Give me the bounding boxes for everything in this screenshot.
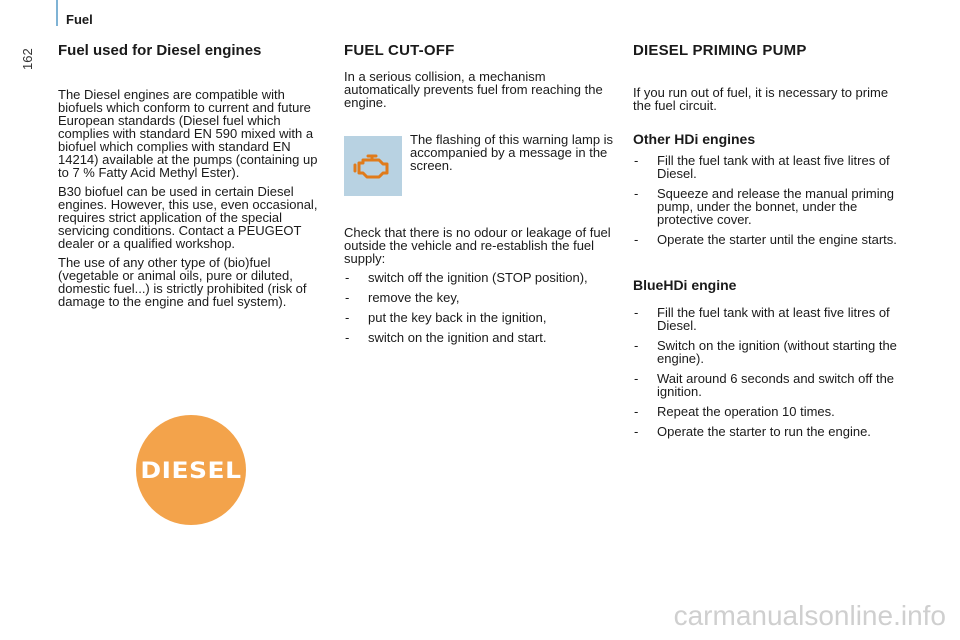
cutoff-steps-list xyxy=(344,271,616,344)
column-fuel-diesel xyxy=(58,42,330,314)
engine-warning-icon xyxy=(344,136,402,196)
hdi-steps-list xyxy=(633,154,905,246)
warning-lamp-text: The flashing of this warning lamp is accompanied by a message in the screen. xyxy=(410,132,614,173)
paragraph: The Diesel engines are compatible with biofuels which conform to current and future European standards (Diesel fuel which complies with standard EN 590 mixed with a biofuel which complies with standard EN 14214) available at the pumps (containing up to 7 % Fatty Acid Methyl Ester). xyxy=(58,87,318,180)
paragraph: The use of any other type of (bio)fuel (vegetable or animal oils, pure or diluted, domestic fuel...) is strictly prohibited (risk of damage to the engine and fuel system). xyxy=(58,255,307,309)
section-title: Fuel xyxy=(66,12,93,27)
paragraph: Check that there is no odour or leakage of fuel outside the vehicle and re-establish the fuel supply: xyxy=(344,225,611,266)
heading-bluehdi: BlueHDi engine xyxy=(633,277,737,293)
column-fuel-cutoff xyxy=(344,42,616,351)
diesel-badge-label: DIESEL xyxy=(140,456,242,484)
heading-fuel-cutoff: FUEL CUT-OFF xyxy=(344,42,455,59)
paragraph: If you run out of fuel, it is necessary to prime the fuel circuit. xyxy=(633,85,889,113)
diesel-badge xyxy=(136,415,246,525)
paragraph: In a serious collision, a mechanism automatically prevents fuel from reaching the engine. xyxy=(344,69,603,110)
list-item: - Fill the fuel tank with at least five litres of Diesel. xyxy=(634,153,890,181)
list-item: - switch off the ignition (STOP position), xyxy=(345,270,588,285)
list-item: - Switch on the ignition (without starting the engine). xyxy=(634,338,897,366)
list-item: - remove the key, xyxy=(345,290,460,305)
list-item: - Wait around 6 seconds and switch off the ignition. xyxy=(634,371,895,399)
heading-fuel-diesel: Fuel used for Diesel engines xyxy=(58,42,262,59)
list-item: - Squeeze and release the manual priming pump, under the bonnet, under the protective cover. xyxy=(634,186,895,227)
watermark: carmanualsonline.info xyxy=(673,600,946,631)
paragraph: B30 biofuel can be used in certain Diesel engines. However, this use, even occasional, requires strict application of the special servicing conditions. Contact a PEUGEOT dealer or a qualified workshop. xyxy=(58,184,318,251)
page-number: 162 xyxy=(20,48,35,70)
section-accent-line xyxy=(56,0,58,26)
list-item: - Operate the starter to run the engine. xyxy=(634,424,871,439)
list-item: - Repeat the operation 10 times. xyxy=(634,404,835,419)
column-priming-pump xyxy=(633,42,905,445)
list-item: - Fill the fuel tank with at least five litres of Diesel. xyxy=(634,305,890,333)
list-item: - Operate the starter until the engine starts. xyxy=(634,232,897,247)
heading-priming-pump: DIESEL PRIMING PUMP xyxy=(633,42,807,59)
list-item: - put the key back in the ignition, xyxy=(345,310,547,325)
warning-lamp-block xyxy=(344,133,616,196)
heading-other-hdi: Other HDi engines xyxy=(633,131,756,147)
bluehdi-steps-list xyxy=(633,306,905,438)
list-item: - switch on the ignition and start. xyxy=(345,330,547,345)
